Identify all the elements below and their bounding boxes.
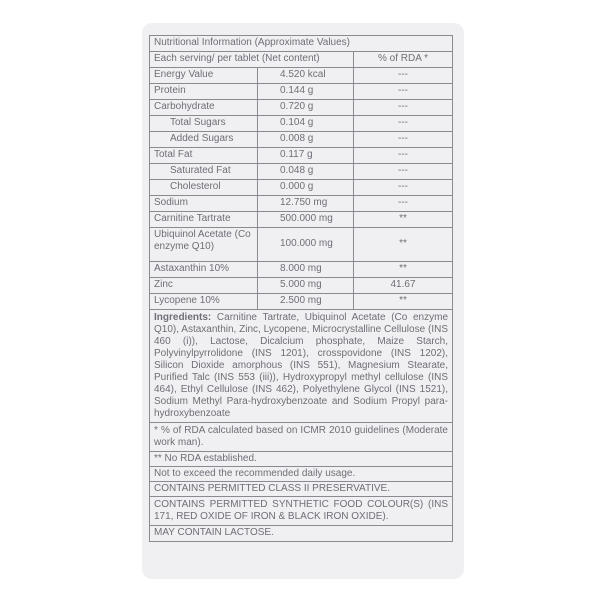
nutrition-label xyxy=(149,35,453,542)
nutrient-name: Carnitine Tartrate xyxy=(150,212,258,227)
nutrient-name: Saturated Fat xyxy=(150,164,258,179)
nutrient-rda: --- xyxy=(398,165,408,176)
nutrient-rda: 41.67 xyxy=(390,279,416,290)
table-row xyxy=(150,116,452,132)
table-row xyxy=(150,294,452,310)
table-row xyxy=(150,212,452,228)
nutrient-name: Zinc xyxy=(150,278,258,293)
nutrient-amount: 0.000 g xyxy=(258,180,354,195)
nutrient-name: Total Fat xyxy=(150,148,258,163)
table-title-row xyxy=(150,36,452,52)
table-row xyxy=(150,132,452,148)
table-row xyxy=(150,68,452,84)
serving-header: Each serving/ per tablet (Net content) xyxy=(150,52,354,67)
nutrient-name: Protein xyxy=(150,84,258,99)
table-row xyxy=(150,164,452,180)
nutrient-name: Ubiquinol Acetate (Co enzyme Q10) xyxy=(150,228,258,261)
nutrient-rda: --- xyxy=(398,101,408,112)
preservative-note-row xyxy=(150,482,452,497)
nutrient-rda: --- xyxy=(398,197,408,208)
no-rda-note-row xyxy=(150,452,452,467)
nutrient-name: Added Sugars xyxy=(150,132,258,147)
table-header-row xyxy=(150,52,452,68)
table-title: Nutritional Information (Approximate Values) xyxy=(154,37,351,48)
table-row xyxy=(150,100,452,116)
nutrient-amount: 100.000 mg xyxy=(258,228,354,261)
nutrient-rda: ** xyxy=(399,295,407,306)
nutrient-amount: 0.720 g xyxy=(258,100,354,115)
nutrient-rda: --- xyxy=(398,181,408,192)
nutrient-rda: ** xyxy=(399,263,407,274)
nutrient-rda: ** xyxy=(399,238,407,249)
ingredients-row xyxy=(150,310,452,423)
nutrient-name: Total Sugars xyxy=(150,116,258,131)
no-rda-note: ** No RDA established. xyxy=(154,453,257,464)
rda-note: * % of RDA calculated based on ICMR 2010 guidelines (Moderate work man). xyxy=(154,425,448,448)
nutrient-amount: 0.144 g xyxy=(258,84,354,99)
ingredients-label: Ingredients: xyxy=(154,312,212,323)
nutrient-amount: 5.000 mg xyxy=(258,278,354,293)
limit-note-row xyxy=(150,467,452,482)
nutrient-name: Astaxanthin 10% xyxy=(150,262,258,277)
nutrient-name: Sodium xyxy=(150,196,258,211)
nutrient-name: Energy Value xyxy=(150,68,258,83)
nutrient-amount: 0.048 g xyxy=(258,164,354,179)
nutrient-name: Cholesterol xyxy=(150,180,258,195)
lactose-note: MAY CONTAIN LACTOSE. xyxy=(154,527,274,538)
table-row xyxy=(150,228,452,262)
nutrient-amount: 0.117 g xyxy=(258,148,354,163)
nutrient-amount: 4.520 kcal xyxy=(258,68,354,83)
table-row xyxy=(150,196,452,212)
table-row xyxy=(150,148,452,164)
nutrient-name: Lycopene 10% xyxy=(150,294,258,309)
nutrient-name: Carbohydrate xyxy=(150,100,258,115)
nutrient-rda: --- xyxy=(398,149,408,160)
nutrient-amount: 500.000 mg xyxy=(258,212,354,227)
nutrient-amount: 2.500 mg xyxy=(258,294,354,309)
ingredients-list: Carnitine Tartrate, Ubiquinol Acetate (Co enzyme Q10), Astaxanthin, Zinc, Lycopene, Microcrystalline Cellulose (INS 460 (i)), Lactose, Dicalcium phosphate, Maize Starch, Polyvinylpyrrolidone (INS 1201), crosspovidone (INS 1202), Silicon Dioxide amorphous (INS 551), Magnesium Stearate, Purified Talc (INS 553 (iii)), Hydroxypropyl methyl cellulose (INS 464), Ethyl Cellulose (INS 462), Polyethylene Glycol (INS 1521), Sodium Methyl Para-hydroxybenzoate and Sodium Propyl para-hydroxybenzoate xyxy=(154,312,449,419)
lactose-note-row xyxy=(150,526,452,541)
table-row xyxy=(150,180,452,196)
nutrient-rda: --- xyxy=(398,133,408,144)
table-row xyxy=(150,84,452,100)
nutrient-amount: 0.104 g xyxy=(258,116,354,131)
preservative-note: CONTAINS PERMITTED CLASS II PRESERVATIVE. xyxy=(154,483,390,494)
nutrient-rda: --- xyxy=(398,69,408,80)
colour-note-row xyxy=(150,497,452,526)
colour-note: CONTAINS PERMITTED SYNTHETIC FOOD COLOUR(S) (INS 171, RED OXIDE OF IRON & BLACK IRON OXIDE). xyxy=(154,499,448,522)
nutrient-rda: --- xyxy=(398,117,408,128)
ingredients-text xyxy=(150,310,452,422)
rda-header: % of RDA * xyxy=(377,53,429,64)
nutrient-rda: ** xyxy=(399,213,407,224)
nutrient-rda: --- xyxy=(398,85,408,96)
nutrient-amount: 12.750 mg xyxy=(258,196,354,211)
nutrient-amount: 0.008 g xyxy=(258,132,354,147)
limit-note: Not to exceed the recommended daily usage. xyxy=(154,468,356,479)
table-row xyxy=(150,278,452,294)
rda-note-row xyxy=(150,423,452,452)
table-row xyxy=(150,262,452,278)
nutrient-amount: 8.000 mg xyxy=(258,262,354,277)
